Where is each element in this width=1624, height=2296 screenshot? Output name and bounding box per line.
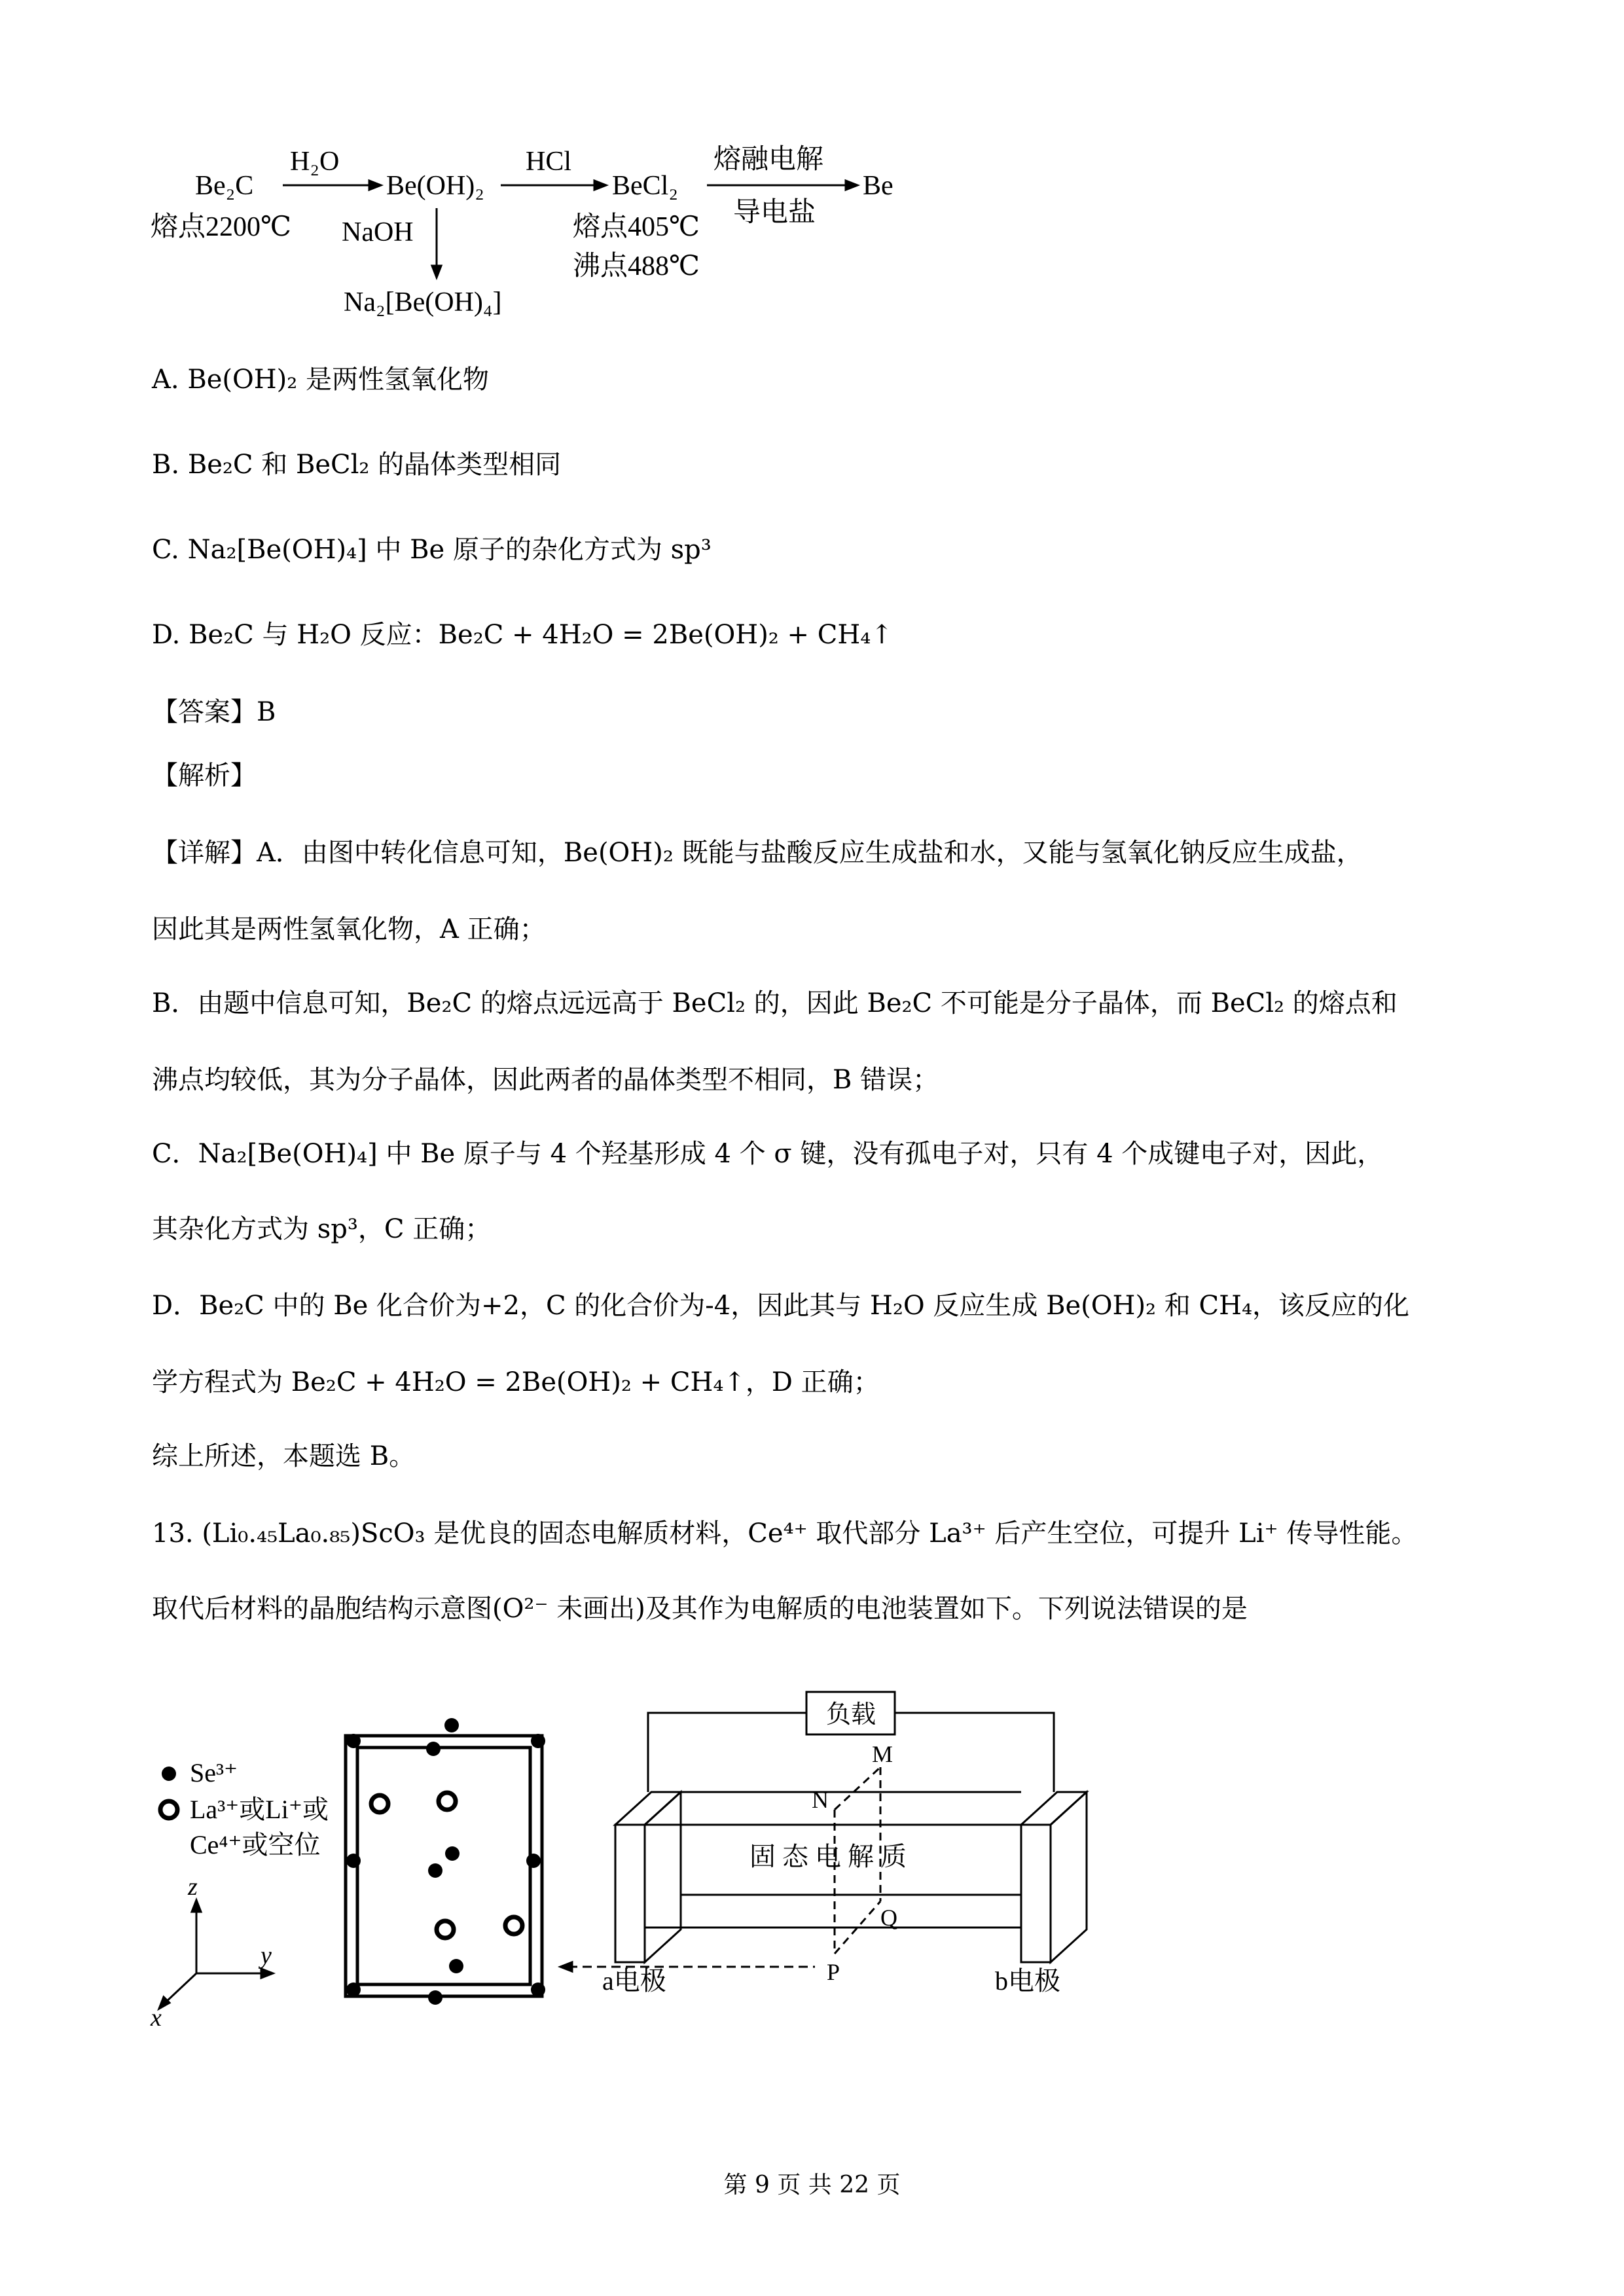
explanation-a-line2: 因此其是两性氢氧化物，A 正确； [152,914,546,944]
flow-becl2-boiling-point: 沸点488℃ [573,251,700,281]
legend-open-label-2: Ce⁴⁺或空位 [190,1830,321,1859]
question-13-line1: 13. (Li₀.₄₅La₀.₈₅)ScO₃ 是优良的固态电解质材料，Ce⁴⁺ 取代部分 La³⁺ 后产生空位，可提升 Li⁺ 传导性能。 [152,1518,1418,1549]
flow-h2o: H₂O [290,147,340,177]
explanation-c-line2: 其杂化方式为 sp³，C 正确； [152,1214,492,1244]
flow-electrolysis-bottom: 导电盐 [733,198,816,228]
explanation-c-line1: C．Na₂[Be(OH)₄] 中 Be 原子与 4 个羟基形成 4 个 σ 键，没有孤电子对，只有 4 个成键电子对，因此， [152,1139,1384,1169]
electrolyte-label: 固 态 电 解 质 [749,1842,907,1871]
point-q-label: Q [880,1905,897,1931]
electrode-b-label: b电极 [995,1966,1060,1996]
explanation-d-line2: 学方程式为 Be₂C + 4H₂O = 2Be(OH)₂ + CH₄↑，D 正确； [152,1367,880,1397]
flow-electrolysis-top: 熔融电解 [713,145,824,175]
axis-x-label: x [151,2004,162,2032]
battery-device [615,1692,1087,1962]
unit-cell [346,1736,542,1996]
flow-becl2: BeCl₂ [612,171,678,201]
option-a: A. Be(OH)₂ 是两性氢氧化物 [152,365,490,395]
crystal-and-battery-figure [0,1669,1624,2036]
point-m-label: M [872,1741,893,1767]
answer-line: 【答案】B [152,697,276,727]
question-13-line2: 取代后材料的晶胞结构示意图(O²⁻ 未画出)及其作为电解质的电池装置如下。下列说法错误的是 [152,1594,1248,1624]
unit-cell-filled-ions [346,1718,545,2005]
legend-open-dot [160,1801,177,1818]
option-d: D. Be₂C 与 H₂O 反应：Be₂C + 4H₂O = 2Be(OH)₂ + CH₄↑ [152,620,893,650]
coordinate-axes [159,1900,273,2009]
explanation-summary: 综上所述，本题选 B。 [152,1441,416,1471]
load-label: 负载 [826,1701,876,1729]
flow-be: Be [863,171,893,201]
flow-na2beoh4: Na₂[Be(OH)₄] [344,287,502,317]
explanation-b-line2: 沸点均较低，其为分子晶体，因此两者的晶体类型不相同，B 错误； [152,1065,939,1095]
option-b: B. Be₂C 和 BeCl₂ 的晶体类型相同 [152,450,562,480]
point-n-label: N [812,1787,829,1813]
point-p-label: P [827,1959,840,1985]
explanation-b-line1: B．由题中信息可知，Be₂C 的熔点远远高于 BeCl₂ 的，因此 Be₂C 不可能是分子晶体，而 BeCl₂ 的熔点和 [152,988,1398,1018]
legend-filled-label: Se³⁺ [190,1758,238,1787]
flow-be2c-melting-point: 熔点2200℃ [151,212,291,242]
dashed-connector [560,1962,815,1971]
legend-open-label-1: La³⁺或Li⁺或 [190,1795,329,1824]
flow-naoh: NaOH [342,217,414,247]
electrode-a-label: a电极 [602,1966,666,1996]
page-footer: 第 9 页 共 22 页 [723,2172,901,2198]
analysis-title: 【解析】 [152,761,257,791]
reaction-flow-diagram [144,137,929,327]
flow-beoh2: Be(OH)₂ [386,171,484,201]
legend-filled-dot [162,1767,176,1781]
axis-y-label: y [261,1942,272,1969]
flow-hcl: HCl [526,147,572,177]
flow-becl2-melting-point: 熔点405℃ [573,212,700,242]
explanation-d-line1: D．Be₂C 中的 Be 化合价为+2，C 的化合价为-4，因此其与 H₂O 反应生成 Be(OH)₂ 和 CH₄，该反应的化 [152,1291,1410,1321]
explanation-a-line1: 【详解】A．由图中转化信息可知，Be(OH)₂ 既能与盐酸反应生成盐和水，又能与氢氧化钠反应生成盐， [152,838,1363,868]
unit-cell-open-sites [371,1793,522,1938]
axis-z-label: z [188,1873,198,1901]
option-c: C. Na₂[Be(OH)₄] 中 Be 原子的杂化方式为 sp³ [152,535,712,565]
flow-be2c: Be₂C [195,171,254,201]
